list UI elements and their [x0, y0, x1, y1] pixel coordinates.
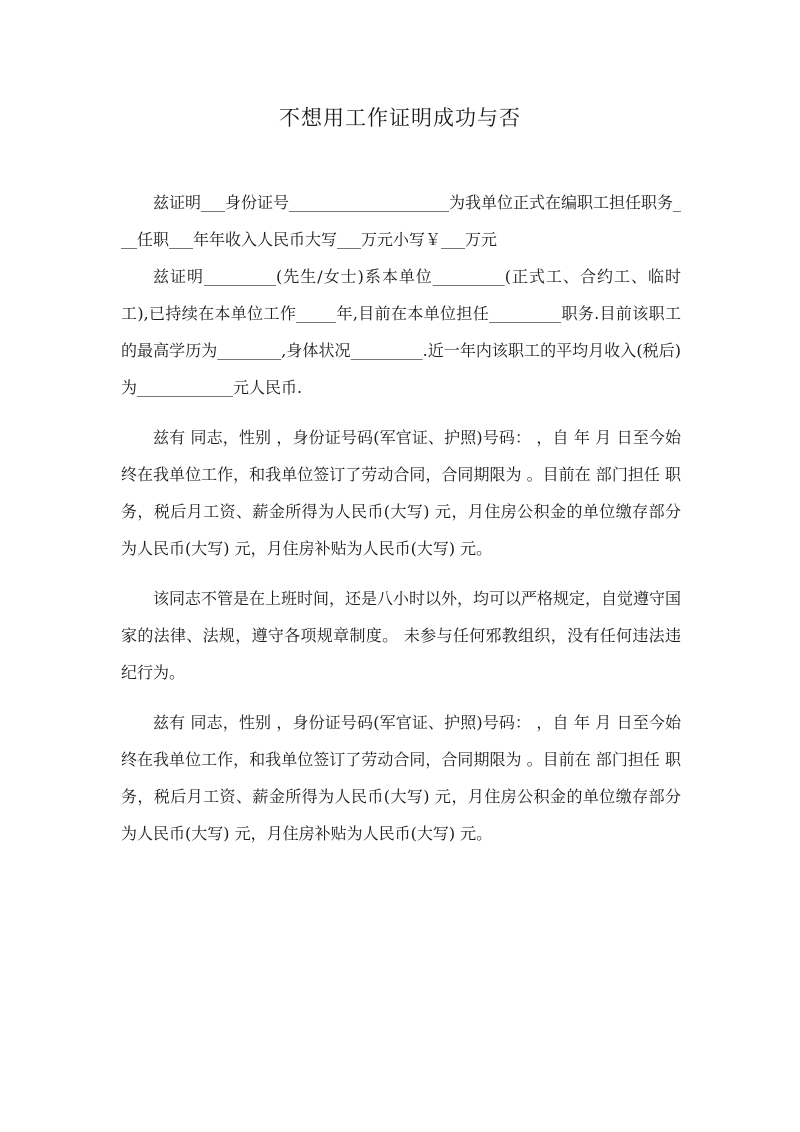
paragraph-labor-contract-repeat: 兹有 同志，性别 ，身份证号码(军官证、护照)号码： ，自 年 月 日至今始终在我单位工作，和我单位签订了劳动合同，合同期限为 。目前在 部门担任 职务，税后月工资、薪金所得为人民币(大写) 元，月住房公积金的单位缴存部分为人民币(大写) 元，月住房补贴为人民币(大写) 元。	[121, 713, 681, 843]
document-title: 不想用工作证明成功与否	[279, 106, 521, 130]
paragraph-conduct-statement: 该同志不管是在上班时间，还是八小时以外，均可以严格规定，自觉遵守国家的法律、法规，遵守各项规章制度。 未参与任何邪教组织，没有任何违法违纪行为。	[121, 589, 682, 682]
document-body	[121, 184, 681, 852]
paragraph-income-certificate: 兹证明___身份证号____________________为我单位正式在编职工担任职务___任职___年年收入人民币大写___万元小写￥___万元	[121, 193, 682, 249]
paragraph-employment-certificate: 兹证明_________(先生/女士)系本单位_________(正式工、合约工、临时工),已持续在本单位工作_____年,目前在本单位担任_________职务.目前该职工的最高学历为________,身体状况_________.近一年内该职工的平均月收入(税后)为____________元人民币.	[121, 267, 681, 397]
paragraph-labor-contract: 兹有 同志，性别 ，身份证号码(军官证、护照)号码： ，自 年 月 日至今始终在我单位工作，和我单位签订了劳动合同，合同期限为 。目前在 部门担任 职务，税后月工资、薪金所得为人民币(大写) 元，月住房公积金的单位缴存部分为人民币(大写) 元，月住房补贴为人民币(大写) 元。	[121, 428, 681, 558]
